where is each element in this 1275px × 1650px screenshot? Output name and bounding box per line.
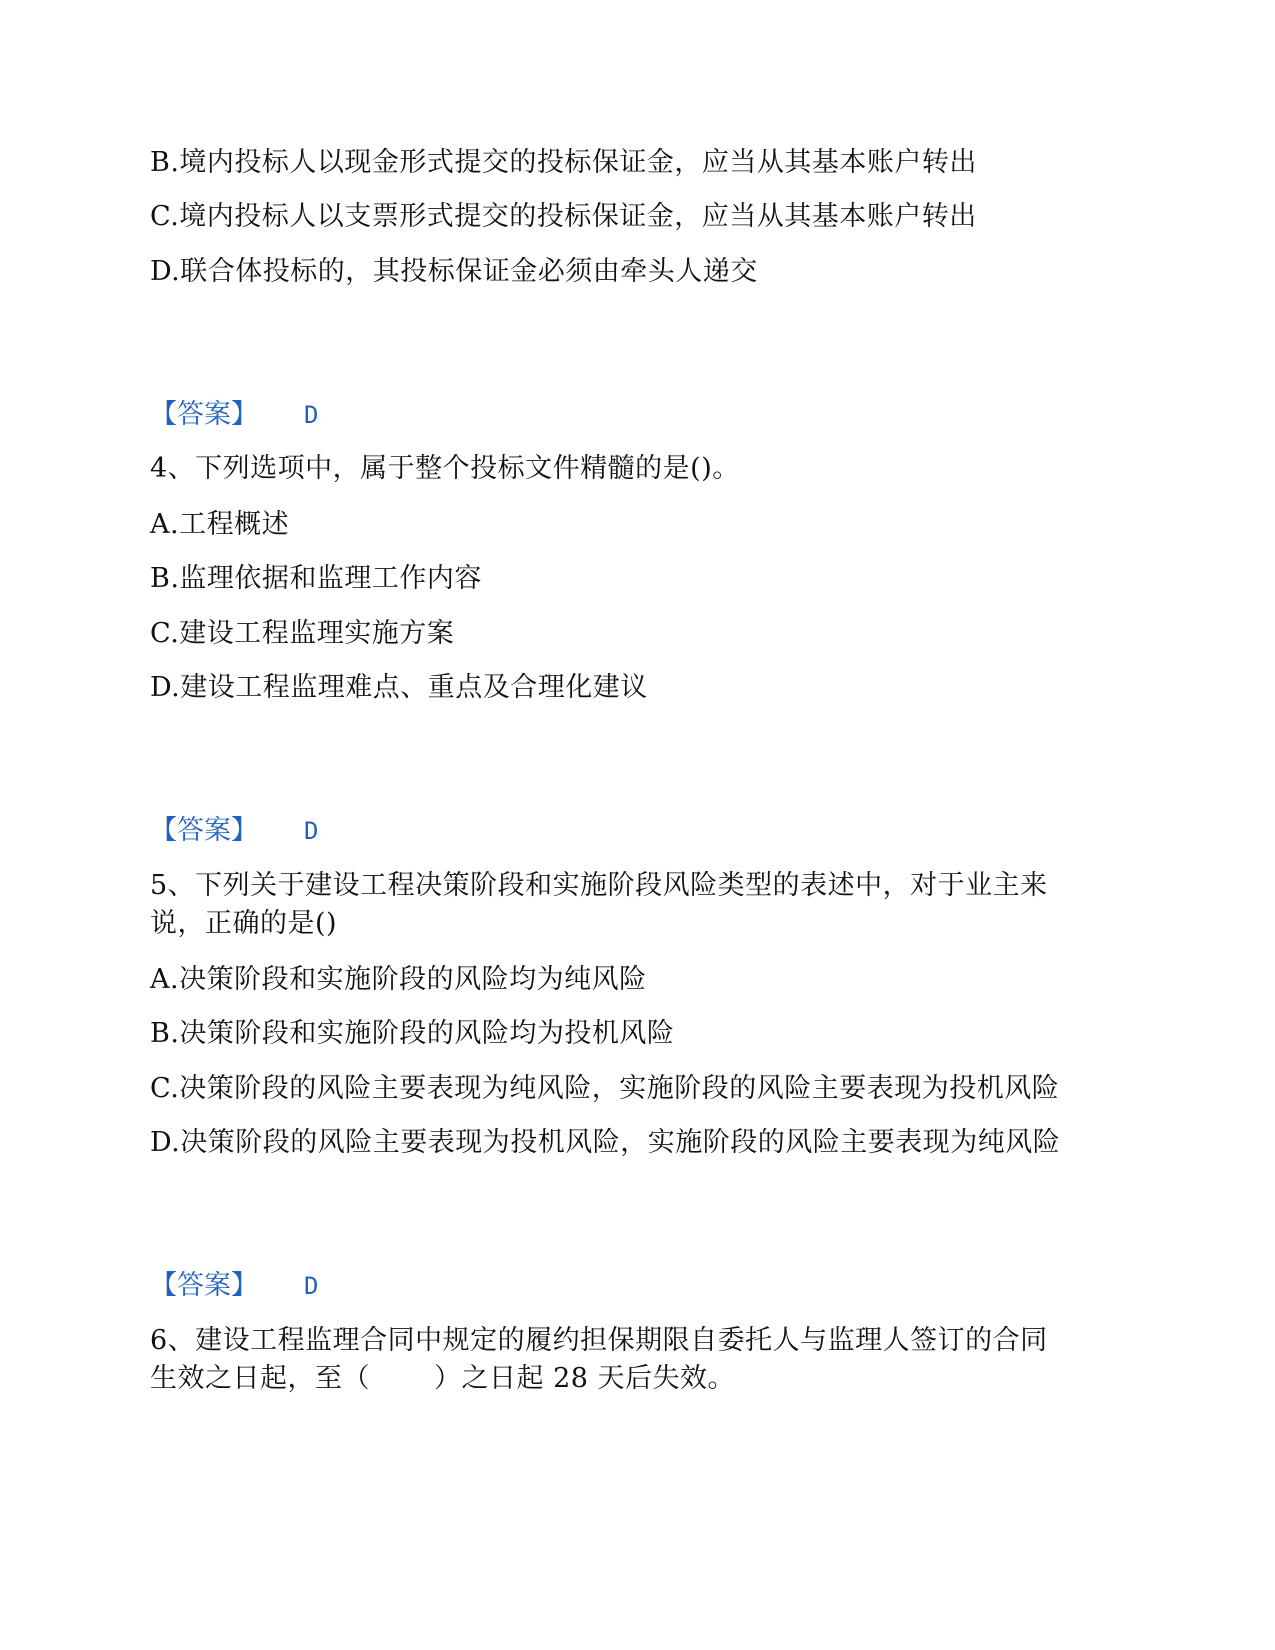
q4-answer-value: D	[304, 817, 319, 845]
q6-question-line2-before: 生效之日起，至（	[150, 1363, 370, 1394]
q6-question-line2-after: ）之日起 28 天后失效。	[434, 1363, 736, 1394]
q4-answer-label: 【答案】	[150, 815, 258, 846]
q5-option-c: C.决策阶段的风险主要表现为纯风险，实施阶段的风险主要表现为投机风险	[150, 1073, 1060, 1104]
q3-answer	[150, 398, 318, 432]
q3-answer-label: 【答案】	[150, 399, 258, 430]
q5-option-d: D.决策阶段的风险主要表现为投机风险，实施阶段的风险主要表现为纯风险	[150, 1127, 1061, 1158]
q4-answer	[150, 814, 318, 848]
q5-option-b: B.决策阶段和实施阶段的风险均为投机风险	[150, 1018, 675, 1049]
q3-option-b: B.境内投标人以现金形式提交的投标保证金，应当从其基本账户转出	[150, 147, 977, 178]
q6-question-line2	[150, 1362, 735, 1396]
q4-option-d: D.建设工程监理难点、重点及合理化建议	[150, 672, 648, 703]
q5-answer-value: D	[304, 1272, 319, 1300]
q5-question-line2: 说，正确的是()	[150, 908, 338, 939]
q6-question-line1: 6、建设工程监理合同中规定的履约担保期限自委托人与监理人签订的合同	[150, 1325, 1048, 1356]
q4-question: 4、下列选项中，属于整个投标文件精髓的是()。	[150, 453, 740, 484]
q3-option-c: C.境内投标人以支票形式提交的投标保证金，应当从其基本账户转出	[150, 201, 977, 232]
q5-option-a: A.决策阶段和实施阶段的风险均为纯风险	[150, 964, 647, 995]
q4-option-c: C.建设工程监理实施方案	[150, 618, 455, 649]
q3-answer-value: D	[304, 401, 319, 429]
q4-option-a: A.工程概述	[150, 509, 290, 540]
q5-question-line1: 5、下列关于建设工程决策阶段和实施阶段风险类型的表述中，对于业主来	[150, 870, 1048, 901]
q3-option-d: D.联合体投标的，其投标保证金必须由牵头人递交	[150, 256, 758, 287]
q5-answer	[150, 1269, 318, 1303]
q4-option-b: B.监理依据和监理工作内容	[150, 563, 482, 594]
q5-answer-label: 【答案】	[150, 1270, 258, 1301]
